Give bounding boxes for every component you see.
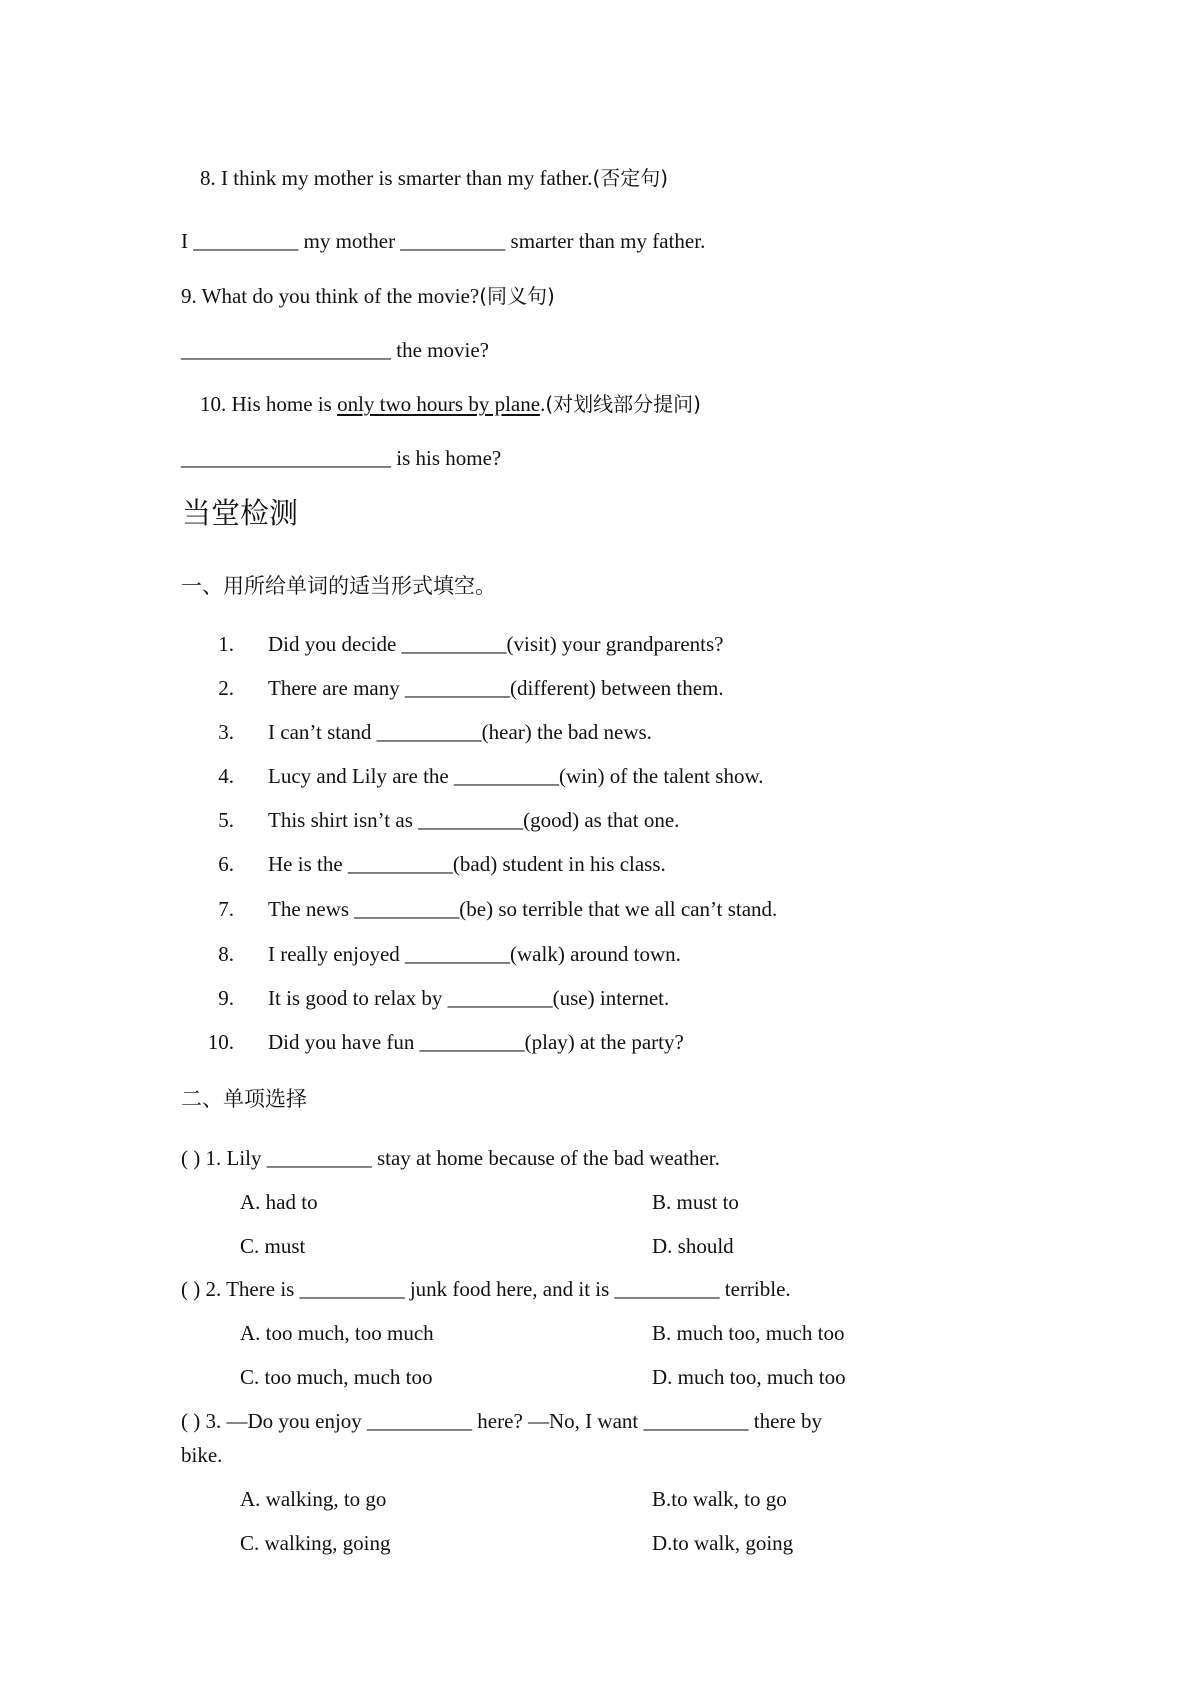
q10-prompt (200, 390, 701, 418)
item-text: Did you decide __________(visit) your grandparents? (268, 632, 724, 656)
mc-option-d: D. much too, much too (652, 1365, 846, 1389)
mc-option-a: A. too much, too much (240, 1321, 434, 1345)
item-text: I can’t stand __________(hear) the bad news. (268, 720, 652, 744)
item-number: 7. (218, 897, 234, 921)
item-number: 4. (218, 764, 234, 788)
mc-question-stem: ( ) 2. There is __________ junk food here, and it is __________ terrible. (181, 1277, 791, 1301)
item-text: There are many __________(different) between them. (268, 676, 724, 700)
q8-prompt-tag: (否定句) (592, 166, 669, 190)
q9-prompt (181, 282, 555, 310)
item-text: He is the __________(bad) student in his class. (268, 852, 666, 876)
item-text: Did you have fun __________(play) at the party? (268, 1030, 684, 1054)
item-number: 5. (218, 808, 234, 832)
item-text: Lucy and Lily are the __________(win) of the talent show. (268, 764, 764, 788)
item-text: This shirt isn’t as __________(good) as that one. (268, 808, 680, 832)
q8-prompt-text: 8. I think my mother is smarter than my father. (200, 166, 593, 190)
mc-option-a: A. had to (240, 1190, 318, 1214)
mc-option-b: B. must to (652, 1190, 739, 1214)
item-number: 6. (218, 852, 234, 876)
q8-answer-line: I __________ my mother __________ smarter than my father. (181, 229, 706, 253)
page-heading: 当堂检测 (182, 496, 299, 530)
mc-option-d: D.to walk, going (652, 1531, 794, 1555)
q9-prompt-tag: (同义句) (479, 284, 555, 308)
item-number: 9. (218, 986, 234, 1010)
q10-answer-line: ____________________ is his home? (181, 446, 502, 470)
mc-option-c: C. must (240, 1234, 306, 1258)
section1-title: 一、用所给单词的适当形式填空。 (181, 574, 496, 598)
q9-answer-line: ____________________ the movie? (181, 338, 489, 362)
mc-option-b: B. much too, much too (652, 1321, 845, 1345)
mc-option-c: C. too much, much too (240, 1365, 433, 1389)
q10-prompt-tag: (对划线部分提问) (545, 392, 701, 416)
item-number: 2. (218, 676, 234, 700)
q10-prompt-post: . (540, 392, 546, 416)
mc-option-d: D. should (652, 1234, 734, 1258)
item-text: It is good to relax by __________(use) internet. (268, 986, 670, 1010)
q10-prompt-pre: 10. His home is (200, 392, 338, 416)
mc-question-stem-continuation: bike. (181, 1443, 223, 1467)
mc-question-stem: ( ) 3. —Do you enjoy __________ here? —No, I want __________ there by (181, 1409, 822, 1433)
item-number: 3. (218, 720, 234, 744)
item-number: 1. (218, 632, 234, 656)
section2-title: 二、单项选择 (181, 1087, 307, 1111)
item-text: The news __________(be) so terrible that we all can’t stand. (268, 897, 778, 921)
q9-prompt-text: 9. What do you think of the movie? (181, 284, 480, 308)
q8-prompt (200, 164, 668, 192)
q10-underlined-phrase: only two hours by plane (337, 392, 541, 416)
mc-question-stem: ( ) 1. Lily __________ stay at home because of the bad weather. (181, 1146, 720, 1170)
mc-option-c: C. walking, going (240, 1531, 391, 1555)
mc-option-b: B.to walk, to go (652, 1487, 787, 1511)
item-number: 10. (207, 1030, 234, 1054)
item-number: 8. (218, 942, 234, 966)
mc-option-a: A. walking, to go (240, 1487, 387, 1511)
item-text: I really enjoyed __________(walk) around town. (268, 942, 681, 966)
